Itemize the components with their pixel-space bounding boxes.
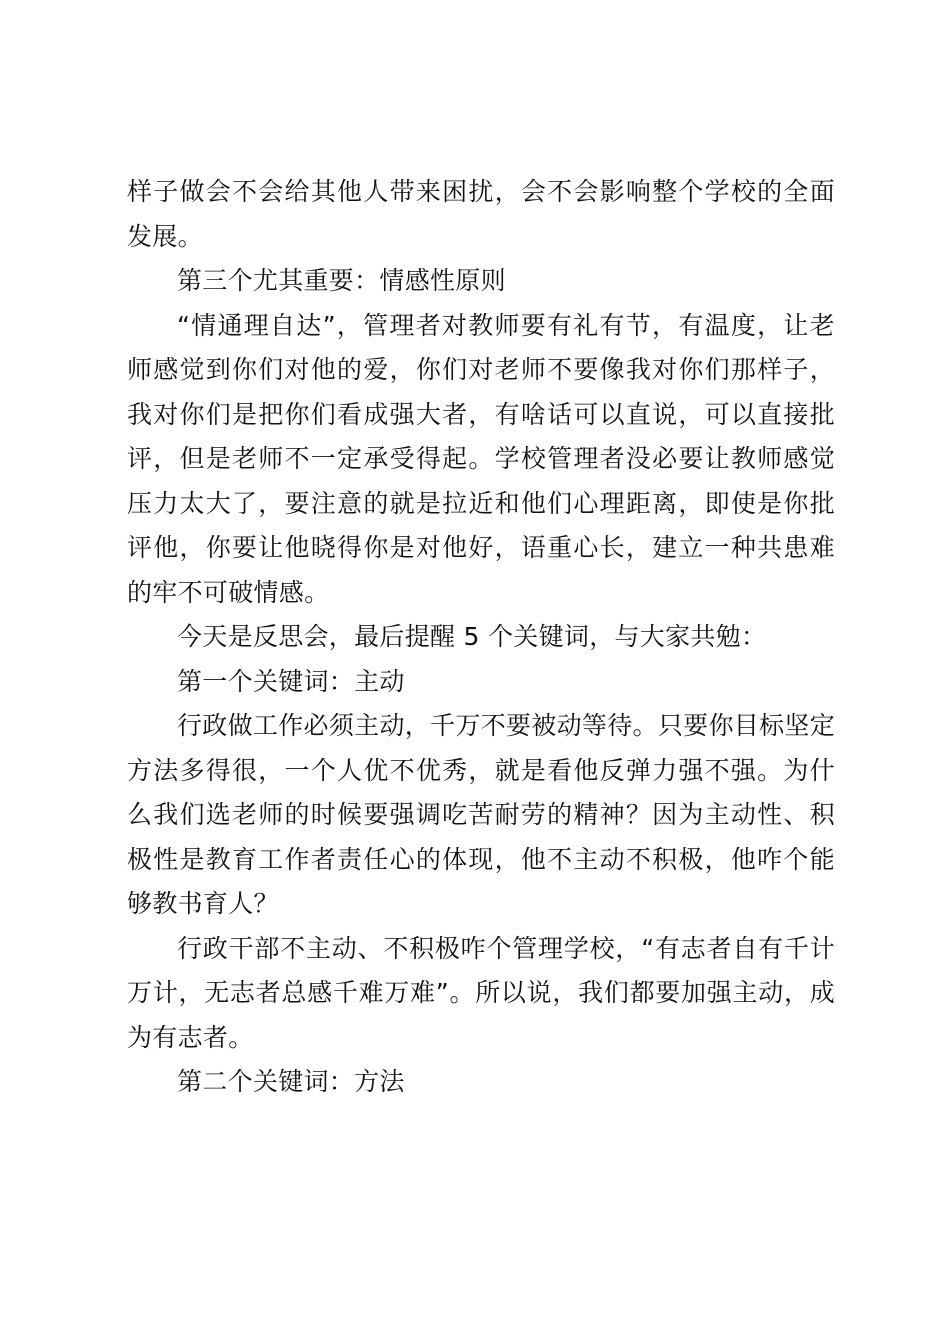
- paragraph-initiative-2: 行政干部不主动、不积极咋个管理学校，“有志者自有千计万计，无志者总感千难万难”。所以说，我们都要加强主动，成为有志者。: [127, 933, 835, 1052]
- document-body: [127, 170, 835, 1105]
- section-heading-keyword-1: 第一个关键词：主动: [177, 666, 405, 696]
- paragraph-emotional-principle: “情通理自达”，管理者对教师要有礼有节，有温度，让老师感觉到你们对他的爱，你们对老师不要像我对你们那样子，我对你们是把你们看成强大者，有啥话可以直说，可以直接批评，但是老师不一定承受得起。学校管理者没必要让教师感觉压力太大了，要注意的就是拉近和他们心理距离，即使是你批评他，你要让他晓得你是对他好，语重心长，建立一种共患难的牢不可破情感。: [127, 310, 835, 607]
- paragraph-initiative: 行政做工作必须主动，千万不要被动等待。只要你目标坚定方法多得很，一个人优不优秀，就是看他反弹力强不强。为什么我们选老师的时候要强调吃苦耐劳的精神？因为主动性、积极性是教育工作者责任心的体现，他不主动不积极，他咋个能够教书育人？: [127, 711, 835, 918]
- section-heading-emotional-principle: 第三个尤其重要：情感性原则: [177, 266, 506, 295]
- paragraph-keywords-intro: 今天是反思会，最后提醒 5 个关键词，与大家共勉：: [177, 622, 767, 651]
- paragraph-continuation: 样子做会不会给其他人带来困扰，会不会影响整个学校的全面发展。: [127, 177, 835, 251]
- section-heading-keyword-2: 第二个关键词：方法: [177, 1067, 405, 1096]
